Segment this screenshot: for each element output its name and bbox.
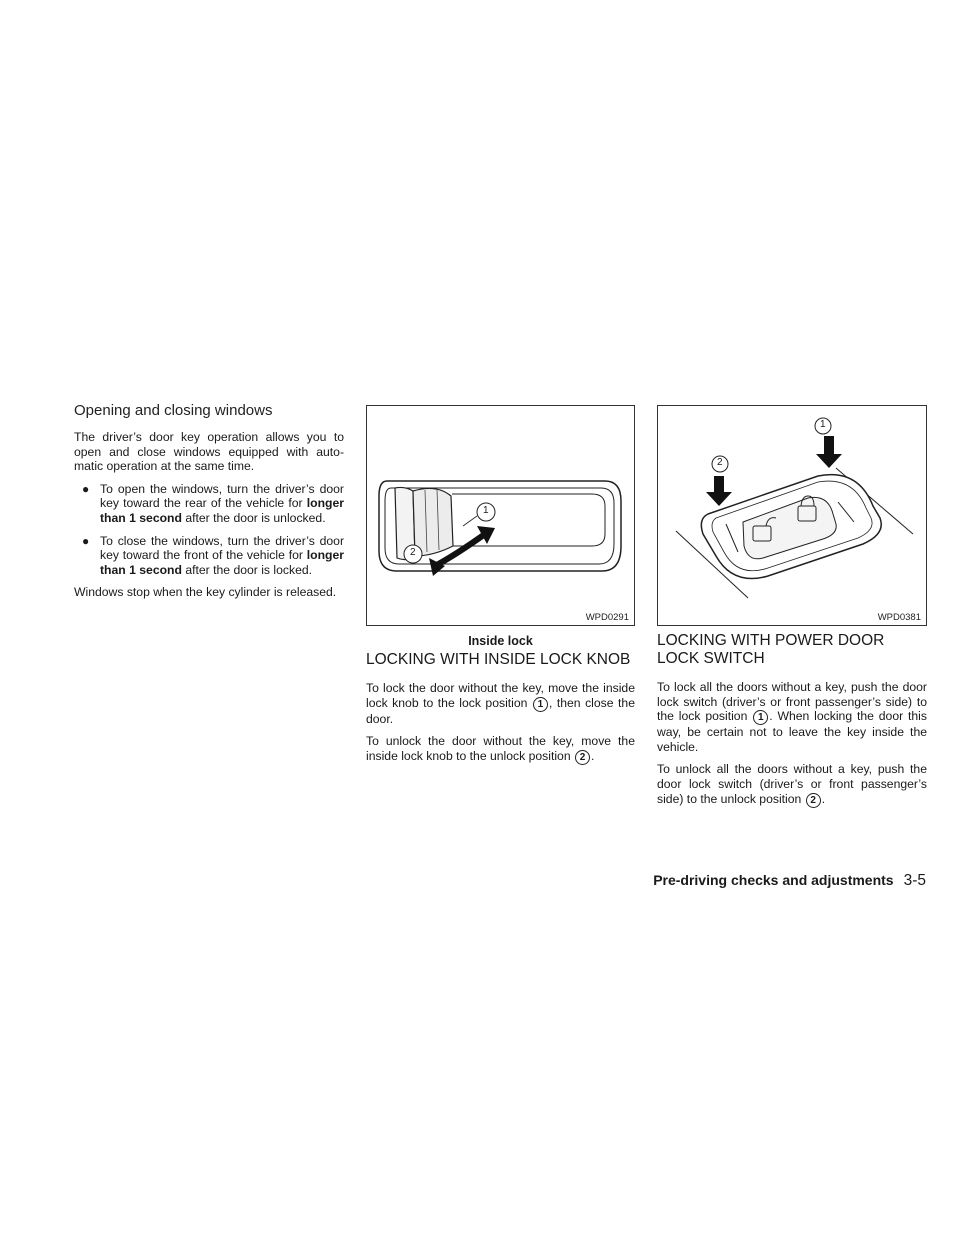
bullet-dot-icon: ●	[82, 533, 90, 548]
inside-lock-section	[366, 405, 635, 773]
bullet-open-windows: ● To open the windows, turn the driver’s door key toward the rear of the vehicle for longer than 1 second after the door is unlocked.	[82, 481, 344, 525]
inside-lock-title: LOCKING WITH INSIDE LOCK KNOB	[366, 651, 631, 668]
inside-lock-illustration	[367, 406, 636, 627]
inside-lock-para1: To lock the door without the key, move the inside lock knob to the lock position 1 , then close the door.	[366, 681, 635, 726]
figure-code: WPD0291	[585, 612, 629, 623]
figure-caption: Inside lock	[468, 634, 533, 648]
bullet-close-windows: ● To close the windows, turn the driver’s door key toward the front of the vehicle for longer than 1 second after the door is locked.	[82, 533, 344, 577]
power-lock-section	[657, 405, 927, 816]
power-lock-illustration	[658, 406, 928, 627]
windows-outro: Windows stop when the key cylinder is released.	[74, 585, 337, 600]
callout-ref-1: 1	[533, 697, 548, 712]
page-footer	[653, 872, 926, 890]
page-number: 3-5	[903, 872, 926, 889]
windows-section	[74, 402, 344, 608]
inside-lock-figure	[366, 405, 635, 626]
power-lock-figure	[657, 405, 927, 626]
inside-lock-para2: To unlock the door without the key, move the inside lock knob to the unlock position 2 .	[366, 734, 635, 763]
power-lock-para1: To lock all the doors without a key, push the door lock switch (driver’s or front passenger’s side) to the lock position 1 . When locking the door this way, be certain not to leave the key inside the vehicle.	[657, 680, 927, 754]
footer-section: Pre-driving checks and adjustments	[653, 872, 894, 888]
callout-ref-1: 1	[753, 710, 768, 725]
callout-1: 1	[820, 419, 826, 430]
callout-ref-2: 2	[806, 793, 821, 808]
bullet-dot-icon: ●	[82, 481, 90, 496]
callout-2: 2	[717, 457, 723, 468]
callout-1: 1	[483, 505, 489, 516]
callout-ref-2: 2	[575, 750, 590, 765]
power-lock-para2: To unlock all the doors without a key, push the door lock switch (driver’s or front passenger’s side) to the unlock position 2 .	[657, 762, 927, 806]
figure-code: WPD0381	[877, 612, 921, 623]
power-lock-title: LOCKING WITH POWER DOOR LOCK SWITCH	[657, 632, 885, 667]
windows-intro: The driver’s door key operation allows you to open and close windows equipped with auto-matic operation at the same time.	[74, 430, 344, 474]
windows-heading: Opening and closing windows	[74, 402, 273, 419]
callout-2: 2	[410, 547, 416, 558]
